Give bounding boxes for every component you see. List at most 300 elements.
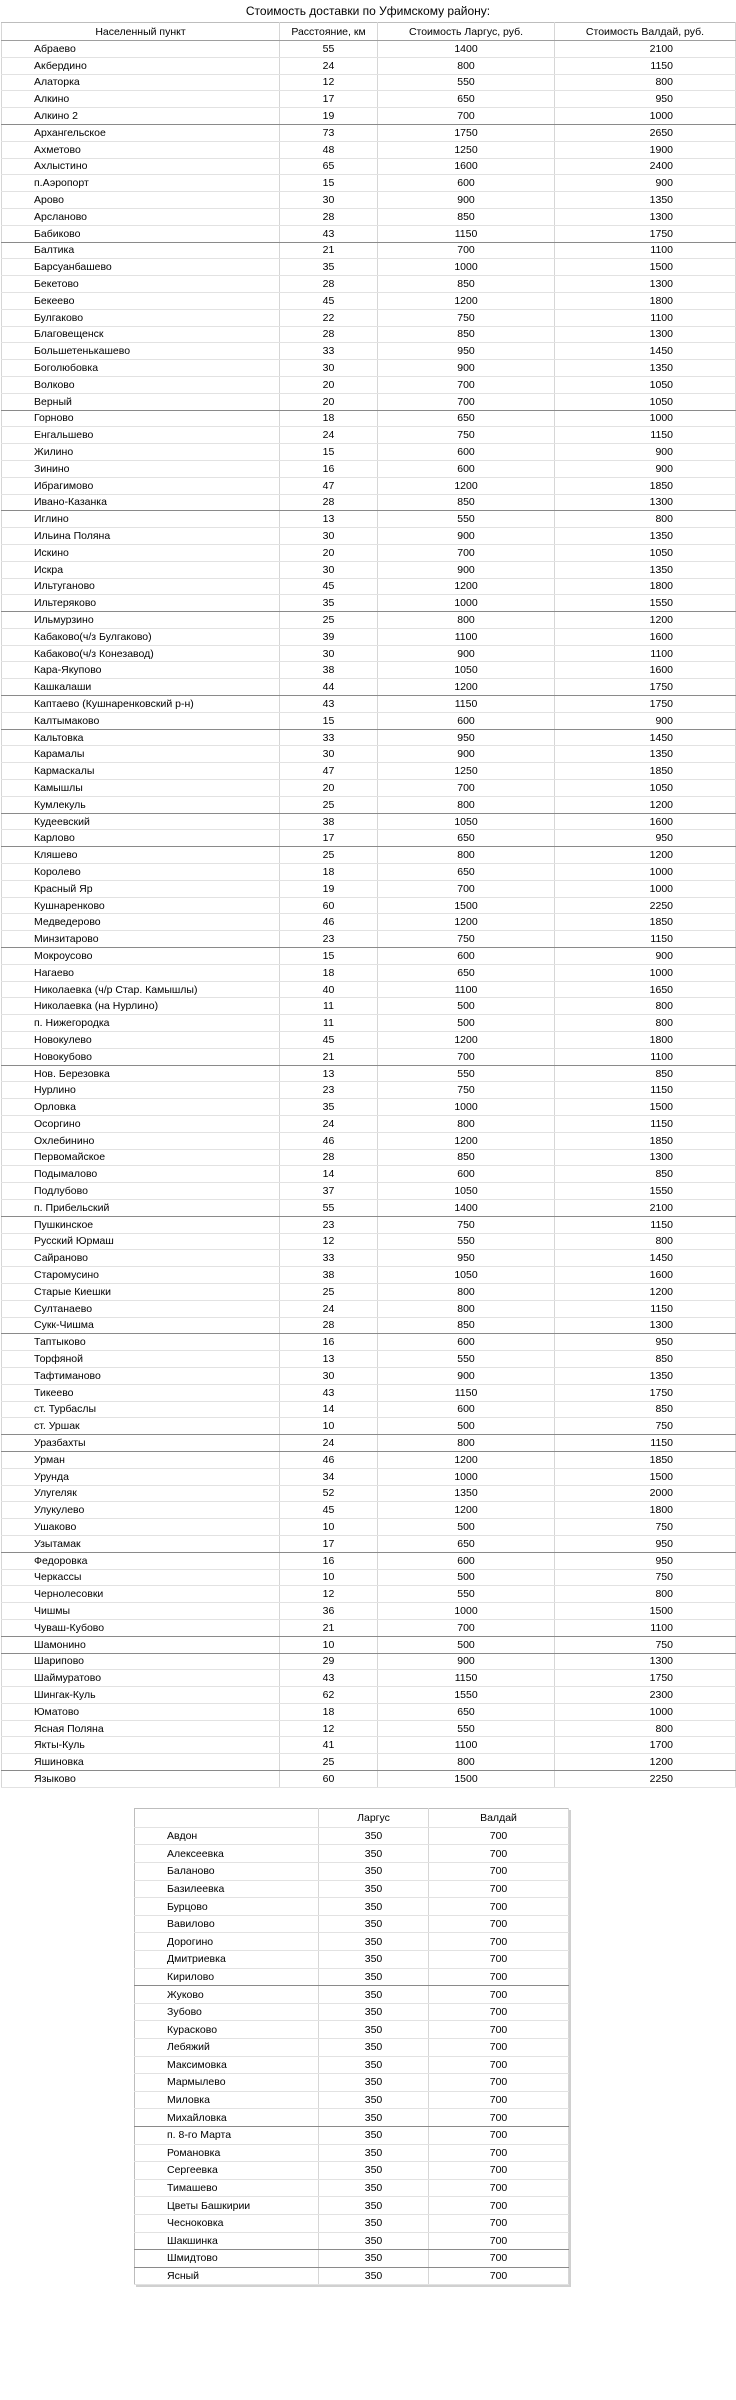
locality-cell: Новокулево [2, 1032, 280, 1049]
distance-cell: 16 [280, 460, 378, 477]
table-row [2, 1082, 736, 1099]
locality-cell: Осоргино [2, 1116, 280, 1133]
cost-valdai-cell: 1000 [555, 880, 736, 897]
cost-valdai-cell: 1850 [555, 1132, 736, 1149]
cost-valdai-cell: 1750 [555, 225, 736, 242]
distance-cell: 73 [280, 124, 378, 141]
cost-largus-cell: 700 [378, 108, 555, 125]
table-row [2, 1552, 736, 1569]
cost-largus-cell: 1100 [378, 628, 555, 645]
cost-largus-cell: 900 [378, 528, 555, 545]
table-row [2, 1435, 736, 1452]
table-row [2, 796, 736, 813]
table-row [2, 813, 736, 830]
cost-largus-cell: 1350 [378, 1485, 555, 1502]
cost-valdai-cell: 1050 [555, 780, 736, 797]
cost-valdai-cell: 950 [555, 91, 736, 108]
cost-valdai-cell: 700 [429, 2003, 569, 2021]
cost-valdai-cell: 1000 [555, 1703, 736, 1720]
distance-cell: 30 [280, 360, 378, 377]
table-row [2, 460, 736, 477]
locality-cell: Бекетово [2, 276, 280, 293]
locality-cell: Ясная Поляна [2, 1720, 280, 1737]
locality-cell: Шамонино [2, 1636, 280, 1653]
table-row [2, 1317, 736, 1334]
cost-largus-cell: 850 [378, 1317, 555, 1334]
cost-largus-cell: 750 [378, 309, 555, 326]
distance-cell: 35 [280, 595, 378, 612]
table-row [2, 1149, 736, 1166]
table-row [135, 1845, 569, 1863]
distance-cell: 28 [280, 276, 378, 293]
distance-cell: 22 [280, 309, 378, 326]
locality-cell: Яшиновка [2, 1754, 280, 1771]
cost-valdai-cell: 1100 [555, 645, 736, 662]
cost-valdai-cell: 700 [429, 2039, 569, 2057]
cost-largus-cell: 500 [378, 1569, 555, 1586]
locality-cell: Авдон [135, 1827, 319, 1845]
cost-valdai-cell: 1700 [555, 1737, 736, 1754]
table-row [2, 1132, 736, 1149]
table-row [2, 511, 736, 528]
cost-valdai-cell: 1000 [555, 964, 736, 981]
cost-largus-cell: 850 [378, 208, 555, 225]
cost-valdai-cell: 1900 [555, 141, 736, 158]
cost-largus-cell: 550 [378, 1351, 555, 1368]
cost-largus-cell: 1200 [378, 1502, 555, 1519]
table-row [2, 847, 736, 864]
locality-cell: Чесноковка [135, 2214, 319, 2232]
cost-largus-cell: 1200 [378, 1132, 555, 1149]
cost-valdai-cell: 1150 [555, 1300, 736, 1317]
cost-valdai-cell: 1050 [555, 544, 736, 561]
cost-valdai-cell: 700 [429, 2232, 569, 2250]
cost-valdai-cell: 1800 [555, 1032, 736, 1049]
locality-cell: Подлубово [2, 1183, 280, 1200]
locality-cell: Булгаково [2, 309, 280, 326]
table-row [135, 1880, 569, 1898]
table-row [2, 1535, 736, 1552]
distance-cell: 30 [280, 1367, 378, 1384]
locality-cell: Мармылево [135, 2074, 319, 2092]
cost-largus-cell: 350 [319, 2250, 429, 2268]
cost-largus-cell: 800 [378, 1300, 555, 1317]
cost-largus-cell: 600 [378, 1552, 555, 1569]
table-row [2, 998, 736, 1015]
cost-largus-cell: 1100 [378, 1737, 555, 1754]
cost-valdai-cell: 700 [429, 2074, 569, 2092]
cost-largus-cell: 1200 [378, 1451, 555, 1468]
locality-cell: Цветы Башкирии [135, 2197, 319, 2215]
table-row [2, 74, 736, 91]
cost-largus-cell: 350 [319, 1845, 429, 1863]
cost-valdai-cell: 1100 [555, 1619, 736, 1636]
table-row [2, 1603, 736, 1620]
table-row [2, 1032, 736, 1049]
distance-cell: 43 [280, 1670, 378, 1687]
locality-cell: Сергеевка [135, 2162, 319, 2180]
cost-largus-cell: 1050 [378, 1267, 555, 1284]
locality-cell: Новокубово [2, 1048, 280, 1065]
cost-valdai-cell: 1300 [555, 326, 736, 343]
cost-valdai-cell: 1450 [555, 1250, 736, 1267]
cost-valdai-cell: 2250 [555, 897, 736, 914]
locality-cell: Ясный [135, 2267, 319, 2285]
locality-cell: Горново [2, 410, 280, 427]
distance-cell: 10 [280, 1418, 378, 1435]
locality-cell: Ахлыстино [2, 158, 280, 175]
cost-valdai-cell: 750 [555, 1636, 736, 1653]
cost-largus-cell: 600 [378, 175, 555, 192]
cost-largus-cell: 750 [378, 427, 555, 444]
locality-cell: ст. Уршак [2, 1418, 280, 1435]
cost-largus-cell: 750 [378, 1082, 555, 1099]
cost-largus-cell: 950 [378, 1250, 555, 1267]
cost-valdai-cell: 2100 [555, 1199, 736, 1216]
table-row [2, 1619, 736, 1636]
locality-cell: Алексеевка [135, 1845, 319, 1863]
cost-valdai-cell: 1100 [555, 309, 736, 326]
distance-cell: 23 [280, 931, 378, 948]
locality-cell: Волково [2, 376, 280, 393]
cost-valdai-cell: 950 [555, 1552, 736, 1569]
fixed-header-locality [135, 1808, 319, 1827]
cost-largus-cell: 600 [378, 712, 555, 729]
distance-cell: 18 [280, 964, 378, 981]
header-cost-largus: Стоимость Ларгус, руб. [378, 23, 555, 41]
cost-largus-cell: 350 [319, 2144, 429, 2162]
distance-cell: 14 [280, 1401, 378, 1418]
cost-valdai-cell: 1300 [555, 1653, 736, 1670]
table-row [2, 780, 736, 797]
locality-cell: Федоровка [2, 1552, 280, 1569]
table-row [2, 208, 736, 225]
cost-valdai-cell: 1300 [555, 494, 736, 511]
locality-cell: Якты-Куль [2, 1737, 280, 1754]
cost-largus-cell: 950 [378, 729, 555, 746]
locality-cell: Большетенькашево [2, 343, 280, 360]
table-row [2, 528, 736, 545]
locality-cell: Ахметово [2, 141, 280, 158]
locality-cell: Кумлекуль [2, 796, 280, 813]
table-row [135, 2232, 569, 2250]
locality-cell: Абраево [2, 41, 280, 58]
distance-cell: 48 [280, 141, 378, 158]
locality-cell: Ильина Поляна [2, 528, 280, 545]
cost-largus-cell: 1250 [378, 141, 555, 158]
locality-cell: Улугеляк [2, 1485, 280, 1502]
table-row [2, 897, 736, 914]
locality-cell: Узытамак [2, 1535, 280, 1552]
distance-cell: 46 [280, 914, 378, 931]
locality-cell: Жилино [2, 444, 280, 461]
cost-largus-cell: 750 [378, 1216, 555, 1233]
cost-valdai-cell: 1450 [555, 343, 736, 360]
table-row [2, 242, 736, 259]
cost-largus-cell: 800 [378, 1116, 555, 1133]
cost-largus-cell: 900 [378, 1367, 555, 1384]
locality-cell: ст. Турбаслы [2, 1401, 280, 1418]
locality-cell: Енгальшево [2, 427, 280, 444]
locality-cell: Черкассы [2, 1569, 280, 1586]
distance-cell: 46 [280, 1132, 378, 1149]
cost-largus-cell: 350 [319, 1951, 429, 1969]
cost-largus-cell: 500 [378, 1015, 555, 1032]
distance-cell: 38 [280, 813, 378, 830]
cost-largus-cell: 700 [378, 880, 555, 897]
cost-largus-cell: 500 [378, 998, 555, 1015]
distance-cell: 24 [280, 427, 378, 444]
locality-cell: Искра [2, 561, 280, 578]
table-row [2, 1737, 736, 1754]
table-row [2, 746, 736, 763]
table-row [2, 393, 736, 410]
table-row [2, 544, 736, 561]
table-row [2, 1586, 736, 1603]
table-row [135, 1933, 569, 1951]
cost-valdai-cell: 1550 [555, 595, 736, 612]
table-row [2, 864, 736, 881]
distance-cell: 43 [280, 1384, 378, 1401]
table-row [2, 628, 736, 645]
cost-largus-cell: 350 [319, 2232, 429, 2250]
distance-cell: 60 [280, 1771, 378, 1788]
distance-cell: 15 [280, 948, 378, 965]
locality-cell: Ильтеряково [2, 595, 280, 612]
page-title: Стоимость доставки по Уфимскому району: [245, 4, 491, 18]
cost-largus-cell: 1150 [378, 1670, 555, 1687]
table-row [2, 662, 736, 679]
cost-largus-cell: 350 [319, 1986, 429, 2004]
distance-cell: 17 [280, 91, 378, 108]
distance-cell: 33 [280, 1250, 378, 1267]
locality-cell: Нагаево [2, 964, 280, 981]
cost-largus-cell: 600 [378, 1401, 555, 1418]
locality-cell: Урман [2, 1451, 280, 1468]
table-row [2, 124, 736, 141]
table-row [2, 1015, 736, 1032]
table-row [2, 914, 736, 931]
cost-valdai-cell: 1000 [555, 864, 736, 881]
cost-largus-cell: 1400 [378, 1199, 555, 1216]
table-row [2, 192, 736, 209]
cost-valdai-cell: 1200 [555, 847, 736, 864]
cost-largus-cell: 350 [319, 1915, 429, 1933]
cost-largus-cell: 500 [378, 1519, 555, 1536]
distance-cell: 24 [280, 1435, 378, 1452]
table-row [135, 2250, 569, 2268]
cost-valdai-cell: 850 [555, 1166, 736, 1183]
cost-largus-cell: 800 [378, 1435, 555, 1452]
table-row [2, 41, 736, 58]
distance-cell: 30 [280, 645, 378, 662]
cost-largus-cell: 850 [378, 276, 555, 293]
cost-largus-cell: 650 [378, 864, 555, 881]
distance-cell: 30 [280, 192, 378, 209]
locality-cell: Султанаево [2, 1300, 280, 1317]
locality-cell: Первомайское [2, 1149, 280, 1166]
table-row [135, 1968, 569, 1986]
distance-cell: 38 [280, 662, 378, 679]
cost-valdai-cell: 1200 [555, 1283, 736, 1300]
cost-valdai-cell: 1750 [555, 1384, 736, 1401]
table-row [2, 427, 736, 444]
cost-valdai-cell: 1750 [555, 679, 736, 696]
distance-cell: 21 [280, 1619, 378, 1636]
cost-valdai-cell: 850 [555, 1401, 736, 1418]
cost-valdai-cell: 2100 [555, 41, 736, 58]
table-row [2, 1351, 736, 1368]
distance-cell: 28 [280, 494, 378, 511]
locality-cell: Благовещенск [2, 326, 280, 343]
table-row [2, 1334, 736, 1351]
cost-largus-cell: 1200 [378, 914, 555, 931]
locality-cell: Пушкинское [2, 1216, 280, 1233]
table-row [135, 1863, 569, 1881]
table-row [2, 1636, 736, 1653]
cost-largus-cell: 1200 [378, 578, 555, 595]
table-row [2, 712, 736, 729]
table-row [135, 2214, 569, 2232]
cost-largus-cell: 800 [378, 1754, 555, 1771]
locality-cell: Красный Яр [2, 880, 280, 897]
distance-cell: 28 [280, 1149, 378, 1166]
cost-valdai-cell: 2400 [555, 158, 736, 175]
locality-cell: Балтика [2, 242, 280, 259]
table-row [2, 612, 736, 629]
distance-cell: 23 [280, 1082, 378, 1099]
cost-largus-cell: 350 [319, 1827, 429, 1845]
distance-cell: 46 [280, 1451, 378, 1468]
distance-cell: 24 [280, 1116, 378, 1133]
locality-cell: Кабаково(ч/з Булгаково) [2, 628, 280, 645]
cost-valdai-cell: 1600 [555, 813, 736, 830]
locality-cell: Мокроусово [2, 948, 280, 965]
cost-valdai-cell: 1550 [555, 1183, 736, 1200]
distance-cell: 55 [280, 41, 378, 58]
cost-valdai-cell: 1200 [555, 612, 736, 629]
locality-cell: Каптаево (Кушнаренковский р-н) [2, 696, 280, 713]
cost-largus-cell: 1750 [378, 124, 555, 141]
cost-valdai-cell: 1350 [555, 1367, 736, 1384]
distance-cell: 41 [280, 1737, 378, 1754]
cost-largus-cell: 600 [378, 1334, 555, 1351]
table-row [2, 1099, 736, 1116]
locality-cell: Кальтовка [2, 729, 280, 746]
distance-cell: 17 [280, 1535, 378, 1552]
cost-largus-cell: 1050 [378, 662, 555, 679]
cost-valdai-cell: 2000 [555, 1485, 736, 1502]
distance-cell: 39 [280, 628, 378, 645]
locality-cell: Курасково [135, 2021, 319, 2039]
cost-valdai-cell: 700 [429, 2144, 569, 2162]
distance-cell: 28 [280, 208, 378, 225]
cost-valdai-cell: 1750 [555, 1670, 736, 1687]
distance-cell: 15 [280, 175, 378, 192]
locality-cell: Старые Киешки [2, 1283, 280, 1300]
cost-largus-cell: 550 [378, 511, 555, 528]
header-distance: Расстояние, км [280, 23, 378, 41]
cost-largus-cell: 650 [378, 1703, 555, 1720]
distance-cell: 16 [280, 1334, 378, 1351]
cost-valdai-cell: 800 [555, 1015, 736, 1032]
cost-largus-cell: 900 [378, 561, 555, 578]
locality-cell: Тикеево [2, 1384, 280, 1401]
cost-largus-cell: 900 [378, 746, 555, 763]
cost-valdai-cell: 700 [429, 1968, 569, 1986]
table-row [2, 1401, 736, 1418]
distance-cell: 30 [280, 561, 378, 578]
table-row [2, 141, 736, 158]
header-locality: Населенный пункт [2, 23, 280, 41]
cost-largus-cell: 850 [378, 1149, 555, 1166]
distance-cell: 43 [280, 696, 378, 713]
distance-cell: 45 [280, 292, 378, 309]
cost-largus-cell: 950 [378, 343, 555, 360]
locality-cell: Дмитриевка [135, 1951, 319, 1969]
cost-valdai-cell: 700 [429, 1933, 569, 1951]
table-row [2, 1267, 736, 1284]
cost-largus-cell: 350 [319, 1898, 429, 1916]
cost-valdai-cell: 700 [429, 1986, 569, 2004]
locality-cell: Дорогино [135, 1933, 319, 1951]
cost-largus-cell: 700 [378, 393, 555, 410]
locality-cell: Старомусино [2, 1267, 280, 1284]
cost-valdai-cell: 700 [429, 2214, 569, 2232]
cost-largus-cell: 350 [319, 2039, 429, 2057]
table-row [2, 763, 736, 780]
distance-cell: 24 [280, 57, 378, 74]
cost-largus-cell: 600 [378, 460, 555, 477]
table-row [2, 1653, 736, 1670]
locality-cell: Карлово [2, 830, 280, 847]
distance-cell: 29 [280, 1653, 378, 1670]
distance-cell: 25 [280, 796, 378, 813]
table-row [135, 2074, 569, 2092]
cost-largus-cell: 1000 [378, 1099, 555, 1116]
table-row [2, 1720, 736, 1737]
cost-largus-cell: 650 [378, 830, 555, 847]
distance-cell: 16 [280, 1552, 378, 1569]
cost-largus-cell: 500 [378, 1418, 555, 1435]
locality-cell: Кляшево [2, 847, 280, 864]
cost-valdai-cell: 1850 [555, 763, 736, 780]
cost-largus-cell: 1500 [378, 897, 555, 914]
cost-valdai-cell: 1100 [555, 242, 736, 259]
locality-cell: Сукк-Чишма [2, 1317, 280, 1334]
fixed-table-body [135, 1827, 569, 2284]
cost-largus-cell: 550 [378, 74, 555, 91]
table-row [2, 964, 736, 981]
table-row [2, 360, 736, 377]
distance-cell: 33 [280, 729, 378, 746]
table-row [2, 948, 736, 965]
cost-valdai-cell: 1300 [555, 1149, 736, 1166]
distance-cell: 35 [280, 1099, 378, 1116]
table-row [135, 2039, 569, 2057]
table-row [135, 1915, 569, 1933]
cost-largus-cell: 900 [378, 360, 555, 377]
locality-cell: Ибрагимово [2, 477, 280, 494]
cost-largus-cell: 700 [378, 544, 555, 561]
distance-cell: 62 [280, 1687, 378, 1704]
cost-valdai-cell: 700 [429, 1863, 569, 1881]
locality-cell: Николаевка (на Нурлино) [2, 998, 280, 1015]
cost-largus-cell: 700 [378, 780, 555, 797]
locality-cell: Кашкалаши [2, 679, 280, 696]
cost-valdai-cell: 850 [555, 1065, 736, 1082]
distance-cell: 20 [280, 544, 378, 561]
